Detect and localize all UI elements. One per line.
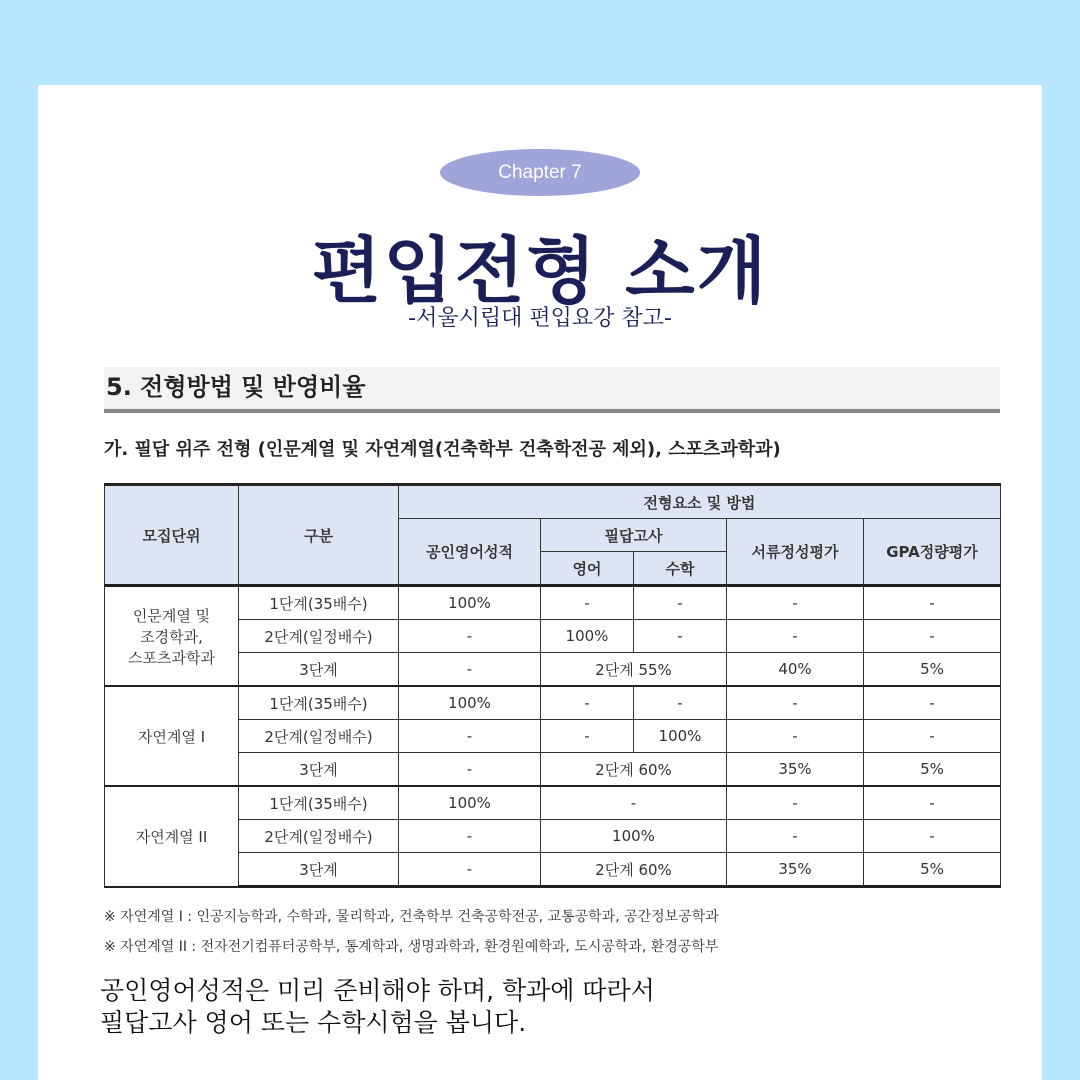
gpa-cell: - (864, 686, 1001, 720)
stage-cell: 1단계(35배수) (239, 786, 399, 820)
document-cell: - (727, 720, 864, 753)
document-cell: - (727, 820, 864, 853)
header-english: 영어 (541, 552, 634, 586)
gpa-cell: - (864, 786, 1001, 820)
admission-ratio-table (104, 483, 1001, 888)
english-cert-cell: 100% (399, 686, 541, 720)
chapter-badge: Chapter 7 (440, 149, 640, 196)
english-cell: - (541, 586, 634, 620)
stage-cell: 2단계(일정배수) (239, 820, 399, 853)
document-cell: 40% (727, 653, 864, 687)
stage-cell: 2단계(일정배수) (239, 720, 399, 753)
stage-cell: 3단계 (239, 753, 399, 787)
english-cert-cell: - (399, 820, 541, 853)
written-merged-cell: 2단계 55% (541, 653, 727, 687)
stage-cell: 1단계(35배수) (239, 686, 399, 720)
group-name: 자연계열 I (105, 686, 239, 786)
english-cert-cell: - (399, 853, 541, 887)
header-gpa-eval: GPA정량평가 (864, 519, 1001, 586)
english-cell: 100% (541, 620, 634, 653)
document-cell: - (727, 786, 864, 820)
gpa-cell: - (864, 720, 1001, 753)
written-merged-cell: 2단계 60% (541, 753, 727, 787)
stage-cell: 2단계(일정배수) (239, 620, 399, 653)
header-unit: 모집단위 (105, 485, 239, 586)
header-document-eval: 서류정성평가 (727, 519, 864, 586)
english-cell: - (541, 686, 634, 720)
page-subtitle: -서울시립대 편입요강 참고- (408, 306, 672, 331)
header-math: 수학 (634, 552, 727, 586)
document-cell: - (727, 586, 864, 620)
stage-cell: 3단계 (239, 853, 399, 887)
section-title: 5. 전형방법 및 반영비율 (104, 367, 1000, 413)
document-cell: - (727, 686, 864, 720)
gpa-cell: - (864, 820, 1001, 853)
math-cell: - (634, 686, 727, 720)
footnote-natural-1: ※ 자연계열 I : 인공지능학과, 수학과, 물리학과, 건축학부 건축공학전공, 교통공학과, 공간정보공학과 (104, 909, 719, 925)
math-cell: - (634, 620, 727, 653)
group-name: 자연계열 II (105, 786, 239, 887)
document-cell: 35% (727, 753, 864, 787)
written-merged-cell: 2단계 60% (541, 853, 727, 887)
english-cert-cell: - (399, 753, 541, 787)
closing-line-2: 필답고사 영어 또는 수학시험을 봅니다. (100, 1008, 527, 1037)
english-cell: - (541, 720, 634, 753)
subsection-title: 가. 필답 위주 전형 (인문계열 및 자연계열(건축학부 건축학전공 제외), 스포츠과학과) (104, 439, 781, 460)
footnotes (104, 902, 1000, 962)
closing-text (100, 975, 1000, 1039)
header-stage: 구분 (239, 485, 399, 586)
content-card (38, 85, 1042, 1080)
stage-cell: 3단계 (239, 653, 399, 687)
document-excerpt (104, 367, 1000, 962)
header-method: 전형요소 및 방법 (399, 485, 1001, 519)
gpa-cell: - (864, 586, 1001, 620)
group-name: 인문계열 및 조경학과, 스포츠과학과 (105, 586, 239, 687)
footnote-natural-2: ※ 자연계열 II : 전자전기컴퓨터공학부, 통계학과, 생명과학과, 환경원예학과, 도시공학과, 환경공학부 (104, 939, 719, 955)
math-cell: - (634, 586, 727, 620)
english-cert-cell: 100% (399, 786, 541, 820)
closing-line-1: 공인영어성적은 미리 준비해야 하며, 학과에 따라서 (100, 976, 655, 1005)
english-cert-cell: - (399, 620, 541, 653)
english-cert-cell: 100% (399, 586, 541, 620)
gpa-cell: 5% (864, 853, 1001, 887)
english-cert-cell: - (399, 720, 541, 753)
gpa-cell: - (864, 620, 1001, 653)
document-cell: 35% (727, 853, 864, 887)
header-english-cert: 공인영어성적 (399, 519, 541, 586)
written-merged-cell: 100% (541, 820, 727, 853)
english-cert-cell: - (399, 653, 541, 687)
written-merged-cell: - (541, 786, 727, 820)
page-title: 편입전형 소개 (311, 229, 769, 313)
document-cell: - (727, 620, 864, 653)
math-cell: 100% (634, 720, 727, 753)
gpa-cell: 5% (864, 653, 1001, 687)
header-written-exam: 필답고사 (541, 519, 727, 552)
gpa-cell: 5% (864, 753, 1001, 787)
stage-cell: 1단계(35배수) (239, 586, 399, 620)
